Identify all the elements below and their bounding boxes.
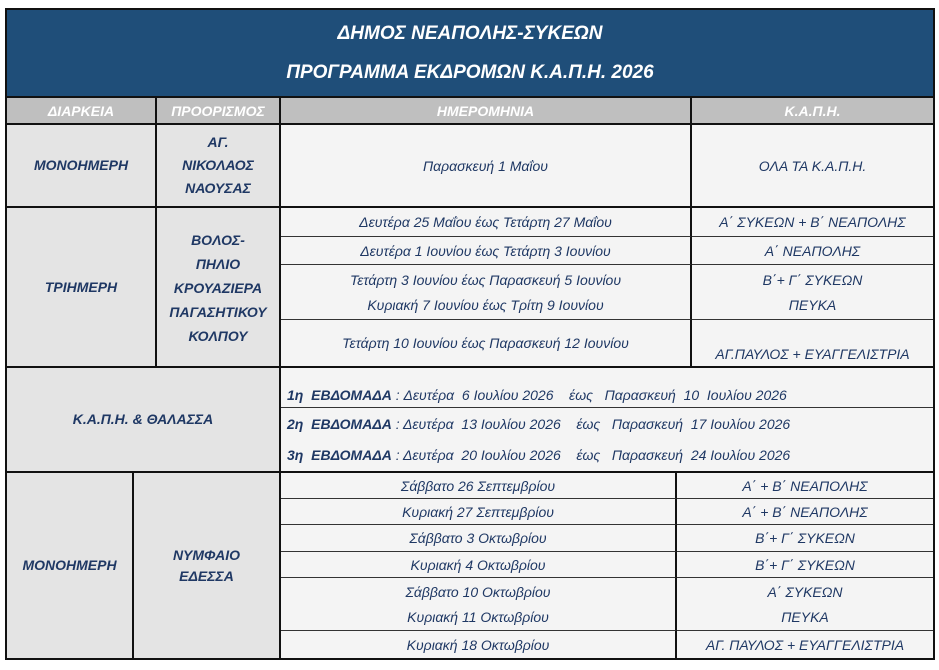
destination-line: ΝΑΟΥΣΑΣ <box>185 180 251 196</box>
destination-line: ΒΟΛΟΣ- <box>191 231 245 248</box>
week-sep: : <box>391 387 404 403</box>
title-municipality: ΔΗΜΟΣ ΝΕΑΠΟΛΗΣ-ΣΥΚΕΩΝ <box>337 22 603 44</box>
header-date: ΗΜΕΡΟΜΗΝΙΑ <box>281 98 692 125</box>
kapi-line: Α΄ ΣΥΚΕΩΝ <box>767 583 843 600</box>
section4-kapi-row: Α΄ + Β΄ ΝΕΑΠΟΛΗΣ <box>677 499 933 525</box>
section1-duration: ΜΟΝΟΗΜΕΡΗ <box>7 125 157 208</box>
schedule-table <box>5 8 935 660</box>
week-row <box>287 447 790 463</box>
section4-date-row: Κυριακή 27 Σεπτεμβρίου <box>281 499 677 525</box>
header-destination: ΠΡΟΟΡΙΣΜΟΣ <box>157 98 281 125</box>
section2-kapi-row: Α΄ ΣΥΚΕΩΝ + Β΄ ΝΕΑΠΟΛΗΣ <box>692 208 933 237</box>
section3-duration: Κ.Α.Π.Η. & ΘΑΛΑΣΣΑ <box>7 368 281 473</box>
section4-date-row: Σάββατο 3 Οκτωβρίου <box>281 525 677 552</box>
header-kapi: Κ.Α.Π.Η. <box>692 98 933 125</box>
week-label: 1η ΕΒΔΟΜΑΔΑ <box>287 387 392 403</box>
week-row <box>287 416 790 432</box>
date-line: Κυριακή 11 Οκτωβρίου <box>407 608 549 625</box>
section2-date-row: Τετάρτη 10 Ιουνίου έως Παρασκευή 12 Ιουνίου <box>281 320 692 368</box>
section1-destination <box>157 125 281 208</box>
week-dates: Δευτέρα 20 Ιουλίου 2026 έως Παρασκευή 24 Ιουλίου 2026 <box>403 447 791 464</box>
week-label: 2η ΕΒΔΟΜΑΔΑ <box>287 415 392 432</box>
section4-date-row-pair <box>281 578 677 631</box>
section2-date-row: Δευτέρα 1 Ιουνίου έως Τετάρτη 3 Ιουνίου <box>281 237 692 265</box>
section1-kapi: ΟΛΑ ΤΑ Κ.Α.Π.Η. <box>692 125 933 208</box>
section4-date-row: Κυριακή 4 Οκτωβρίου <box>281 552 677 578</box>
kapi-line: ΠΕΥΚΑ <box>788 296 837 313</box>
section4-kapi-row: Β΄+ Γ΄ ΣΥΚΕΩΝ <box>677 525 933 552</box>
section2-kapi-row-pair <box>692 265 933 320</box>
week-rows <box>281 408 933 473</box>
section2-duration: ΤΡΙΗΜΕΡΗ <box>7 208 157 368</box>
section2-date-row: Δευτέρα 25 Μαΐου έως Τετάρτη 27 Μαΐου <box>281 208 692 237</box>
date-line: Σάββατο 10 Οκτωβρίου <box>405 583 551 600</box>
week-sep: : <box>391 447 403 464</box>
section2-destination <box>157 208 281 368</box>
section2-date-row-pair <box>281 265 692 320</box>
destination-line: ΑΓ. <box>207 134 229 150</box>
kapi-line: Β΄+ Γ΄ ΣΥΚΕΩΝ <box>762 271 863 288</box>
section2-kapi-row: Α΄ ΝΕΑΠΟΛΗΣ <box>692 237 933 265</box>
week-label: 3η ΕΒΔΟΜΑΔΑ <box>287 447 392 464</box>
week-sep: : <box>391 415 403 432</box>
section4-date-row: Σάββατο 26 Σεπτεμβρίου <box>281 473 677 499</box>
section4-kapi-row: Β΄+ Γ΄ ΣΥΚΕΩΝ <box>677 552 933 578</box>
section4-date-row: Κυριακή 18 Οκτωβρίου <box>281 631 677 658</box>
header-duration: ΔΙΑΡΚΕΙΑ <box>7 98 157 125</box>
destination-line: ΕΔΕΣΣΑ <box>179 567 234 584</box>
section1-date: Παρασκευή 1 Μαΐου <box>281 125 692 208</box>
week-dates: Δευτέρα 13 Ιουλίου 2026 έως Παρασκευή 17 Ιουλίου 2026 <box>403 415 791 432</box>
title-program: ΠΡΟΓΡΑΜΜΑ ΕΚΔΡΟΜΩΝ Κ.Α.Π.Η. 2026 <box>286 61 654 83</box>
week-row <box>281 368 933 408</box>
week-dates: Δευτέρα 6 Ιουλίου 2026 έως Παρασκευή 10 Ιουλίου 2026 <box>403 387 787 403</box>
kapi-line: ΠΕΥΚΑ <box>781 608 829 625</box>
section4-kapi-row-pair <box>677 578 933 631</box>
destination-line: ΚΡΟΥΑΖΙΕΡΑ <box>173 279 263 296</box>
section4-kapi-row: Α΄ + Β΄ ΝΕΑΠΟΛΗΣ <box>677 473 933 499</box>
destination-line: ΚΟΛΠΟΥ <box>188 327 248 344</box>
title-band <box>7 10 933 98</box>
section4-destination <box>134 473 281 658</box>
destination-line: ΝΥΜΦΑΙΟ <box>172 546 241 563</box>
section2-kapi-row: ΑΓ.ΠΑΥΛΟΣ + ΕΥΑΓΓΕΛΙΣΤΡΙΑ <box>692 320 933 368</box>
destination-line: ΠΗΛΙΟ <box>195 255 241 272</box>
date-line: Κυριακή 7 Ιουνίου έως Τρίτη 9 Ιουνίου <box>367 296 604 313</box>
destination-line: ΝΙΚΟΛΑΟΣ <box>182 157 254 173</box>
destination-line: ΠΑΓΑΣΗΤΙΚΟΥ <box>169 303 267 320</box>
section4-duration: ΜΟΝΟΗΜΕΡΗ <box>7 473 134 658</box>
section4-kapi-row: ΑΓ. ΠΑΥΛΟΣ + ΕΥΑΓΓΕΛΙΣΤΡΙΑ <box>677 631 933 658</box>
date-line: Τετάρτη 3 Ιουνίου έως Παρασκευή 5 Ιουνίου <box>349 271 622 288</box>
